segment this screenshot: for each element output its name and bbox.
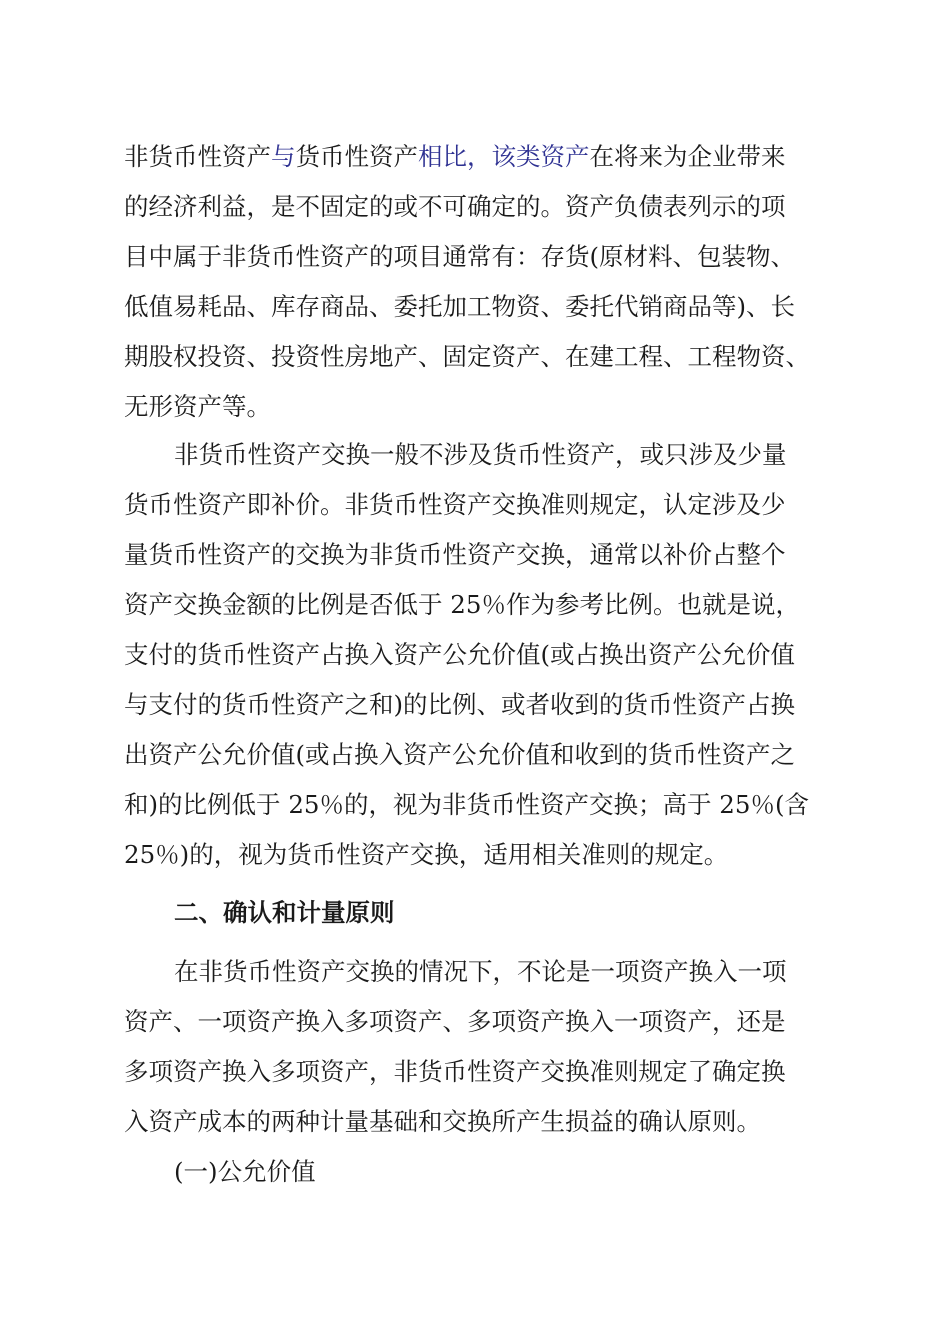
- paragraph-2-line-4: 资产交换金额的比例是否低于 25％作为参考比例。也就是说，: [124, 590, 800, 619]
- text-segment: 在将来为企业带来: [589, 142, 786, 171]
- paragraph-1-line-5: 期股权投资、投资性房地产、固定资产、在建工程、工程物资、: [124, 342, 810, 371]
- paragraph-2-line-8: 和)的比例低于 25％的，视为非货币性资产交换；高于 25％(含: [124, 790, 810, 819]
- text-segment: 非货币性资产: [124, 142, 271, 171]
- paragraph-2-line-2: 货币性资产即补价。非货币性资产交换准则规定，认定涉及少: [124, 490, 786, 519]
- paragraph-2-line-7: 出资产公允价值(或占换入资产公允价值和收到的货币性资产之: [124, 740, 796, 769]
- paragraph-2-line-3: 量货币性资产的交换为非货币性资产交换，通常以补价占整个: [124, 540, 786, 569]
- paragraph-2-line-9: 25％)的，视为货币性资产交换，适用相关准则的规定。: [124, 840, 729, 869]
- text-segment: 货币性资产: [295, 142, 418, 171]
- paragraph-3-line-3: 多项资产换入多项资产，非货币性资产交换准则规定了确定换: [124, 1057, 786, 1086]
- paragraph-3-line-1: 在非货币性资产交换的情况下，不论是一项资产换入一项: [174, 957, 787, 986]
- paragraph-3-line-2: 资产、一项资产换入多项资产、多项资产换入一项资产，还是: [124, 1007, 786, 1036]
- paragraph-1-line-3: 目中属于非货币性资产的项目通常有：存货(原材料、包装物、: [124, 242, 796, 271]
- section-heading: 二、确认和计量原则: [174, 898, 395, 927]
- paragraph-1-line-6: 无形资产等。: [124, 392, 271, 421]
- paragraph-2-line-6: 与支付的货币性资产之和)的比例、或者收到的货币性资产占换: [124, 690, 796, 719]
- paragraph-3-line-4: 入资产成本的两种计量基础和交换所产生损益的确认原则。: [124, 1107, 761, 1136]
- subsection-heading: (一)公允价值: [174, 1157, 316, 1186]
- paragraph-1-line-4: 低值易耗品、库存商品、委托加工物资、委托代销商品等)、长: [124, 292, 796, 321]
- paragraph-2-line-1: 非货币性资产交换一般不涉及货币性资产，或只涉及少量: [174, 440, 787, 469]
- paragraph-1-line-1: [124, 142, 786, 172]
- paragraph-1-line-2: 的经济利益，是不固定的或不可确定的。资产负债表列示的项: [124, 192, 786, 221]
- paragraph-2-line-5: 支付的货币性资产占换入资产公允价值(或占换出资产公允价值: [124, 640, 796, 669]
- hyperlink-yu[interactable]: 与: [271, 142, 296, 171]
- hyperlink-comparison[interactable]: 相比，该类资产: [418, 142, 590, 171]
